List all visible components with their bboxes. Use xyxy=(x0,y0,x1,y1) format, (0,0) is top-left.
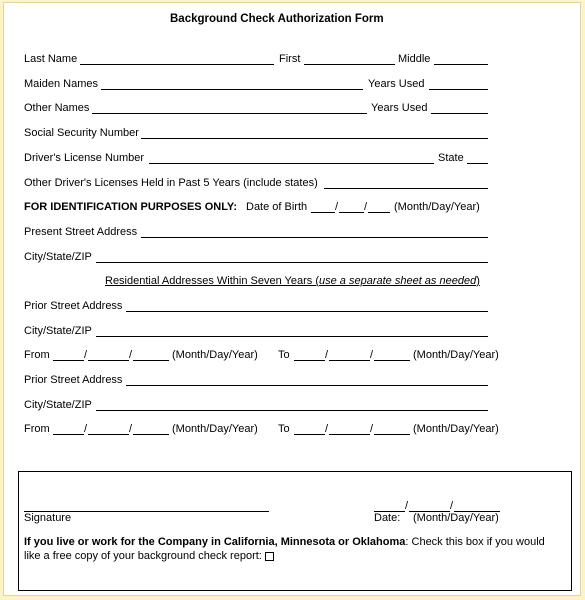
sign-date-slash-1: / xyxy=(405,500,409,512)
prior-street-field-2[interactable] xyxy=(126,385,488,386)
dob-slash-1: / xyxy=(335,201,339,213)
license-state-label: State xyxy=(438,152,464,164)
to-month-1[interactable] xyxy=(294,360,325,361)
maiden-names-label: Maiden Names xyxy=(24,78,98,90)
residential-heading: Residential Addresses Within Seven Years (use a separate sheet as needed) xyxy=(105,275,480,287)
to-format-1: (Month/Day/Year) xyxy=(413,349,499,361)
to-slash-2b: / xyxy=(370,423,374,435)
identification-label: FOR IDENTIFICATION PURPOSES ONLY: xyxy=(24,201,238,213)
ssn-label: Social Security Number xyxy=(24,127,139,139)
dob-slash-2: / xyxy=(364,201,368,213)
first-name-field[interactable] xyxy=(304,64,395,65)
other-years-field[interactable] xyxy=(431,113,488,114)
signature-box xyxy=(18,471,572,591)
dob-year-field[interactable] xyxy=(368,212,390,213)
to-day-1[interactable] xyxy=(329,360,370,361)
to-day-2[interactable] xyxy=(329,434,370,435)
first-name-label: First xyxy=(279,53,301,65)
middle-name-field[interactable] xyxy=(434,64,488,65)
from-slash-1b: / xyxy=(129,349,133,361)
license-label: Driver's License Number xyxy=(24,152,145,164)
from-month-2[interactable] xyxy=(53,434,84,435)
to-year-1[interactable] xyxy=(374,360,410,361)
consent-text-line2: like a free copy of your background check report: xyxy=(24,550,262,562)
date-format: (Month/Day/Year) xyxy=(413,512,499,524)
from-day-2[interactable] xyxy=(88,434,129,435)
last-name-field[interactable] xyxy=(80,64,274,65)
maiden-years-label: Years Used xyxy=(368,78,425,90)
other-names-label: Other Names xyxy=(24,102,90,114)
other-licenses-field[interactable] xyxy=(324,188,488,189)
from-slash-2a: / xyxy=(84,423,88,435)
dob-month-field[interactable] xyxy=(311,212,335,213)
other-names-field[interactable] xyxy=(92,113,367,114)
to-slash-2a: / xyxy=(325,423,329,435)
from-label-1: From xyxy=(24,349,50,361)
to-month-2[interactable] xyxy=(294,434,325,435)
sign-date-slash-2: / xyxy=(450,500,454,512)
present-street-field[interactable] xyxy=(141,237,488,238)
other-licenses-label: Other Driver's Licenses Held in Past 5 Years (include states) xyxy=(24,177,318,189)
prior-city-field-2[interactable] xyxy=(96,410,488,411)
to-format-2: (Month/Day/Year) xyxy=(413,423,499,435)
last-name-label: Last Name xyxy=(24,53,78,65)
date-label: Date: xyxy=(374,512,401,524)
license-field[interactable] xyxy=(149,163,434,164)
to-slash-1b: / xyxy=(370,349,374,361)
license-state-field[interactable] xyxy=(467,163,488,164)
present-street-label: Present Street Address xyxy=(24,226,138,238)
prior-city-label-1: City/State/ZIP xyxy=(24,325,92,337)
signature-label: Signature xyxy=(24,512,72,524)
page-title: Background Check Authorization Form xyxy=(170,13,384,25)
middle-name-label: Middle xyxy=(398,53,431,65)
present-city-field[interactable] xyxy=(96,262,488,263)
dob-format: (Month/Day/Year) xyxy=(394,201,480,213)
prior-street-label-2: Prior Street Address xyxy=(24,374,123,386)
other-years-label: Years Used xyxy=(371,102,428,114)
consent-text-line1: If you live or work for the Company in California, Minnesota or Oklahoma: Check this box if you would xyxy=(24,536,545,548)
present-city-label: City/State/ZIP xyxy=(24,251,92,263)
free-copy-checkbox[interactable] xyxy=(265,552,274,561)
from-format-1: (Month/Day/Year) xyxy=(172,349,258,361)
to-year-2[interactable] xyxy=(374,434,410,435)
from-label-2: From xyxy=(24,423,50,435)
dob-label: Date of Birth xyxy=(246,201,308,213)
maiden-years-field[interactable] xyxy=(429,89,488,90)
from-year-2[interactable] xyxy=(133,434,169,435)
ssn-field[interactable] xyxy=(141,138,488,139)
from-day-1[interactable] xyxy=(88,360,129,361)
from-slash-2b: / xyxy=(129,423,133,435)
maiden-names-field[interactable] xyxy=(101,89,363,90)
from-month-1[interactable] xyxy=(53,360,84,361)
from-slash-1a: / xyxy=(84,349,88,361)
from-year-1[interactable] xyxy=(133,360,169,361)
prior-street-field-1[interactable] xyxy=(126,311,488,312)
to-slash-1a: / xyxy=(325,349,329,361)
form-page xyxy=(3,2,581,596)
to-label-1: To xyxy=(278,349,290,361)
to-label-2: To xyxy=(278,423,290,435)
from-format-2: (Month/Day/Year) xyxy=(172,423,258,435)
prior-city-field-1[interactable] xyxy=(96,336,488,337)
dob-day-field[interactable] xyxy=(339,212,364,213)
prior-street-label-1: Prior Street Address xyxy=(24,300,123,312)
prior-city-label-2: City/State/ZIP xyxy=(24,399,92,411)
